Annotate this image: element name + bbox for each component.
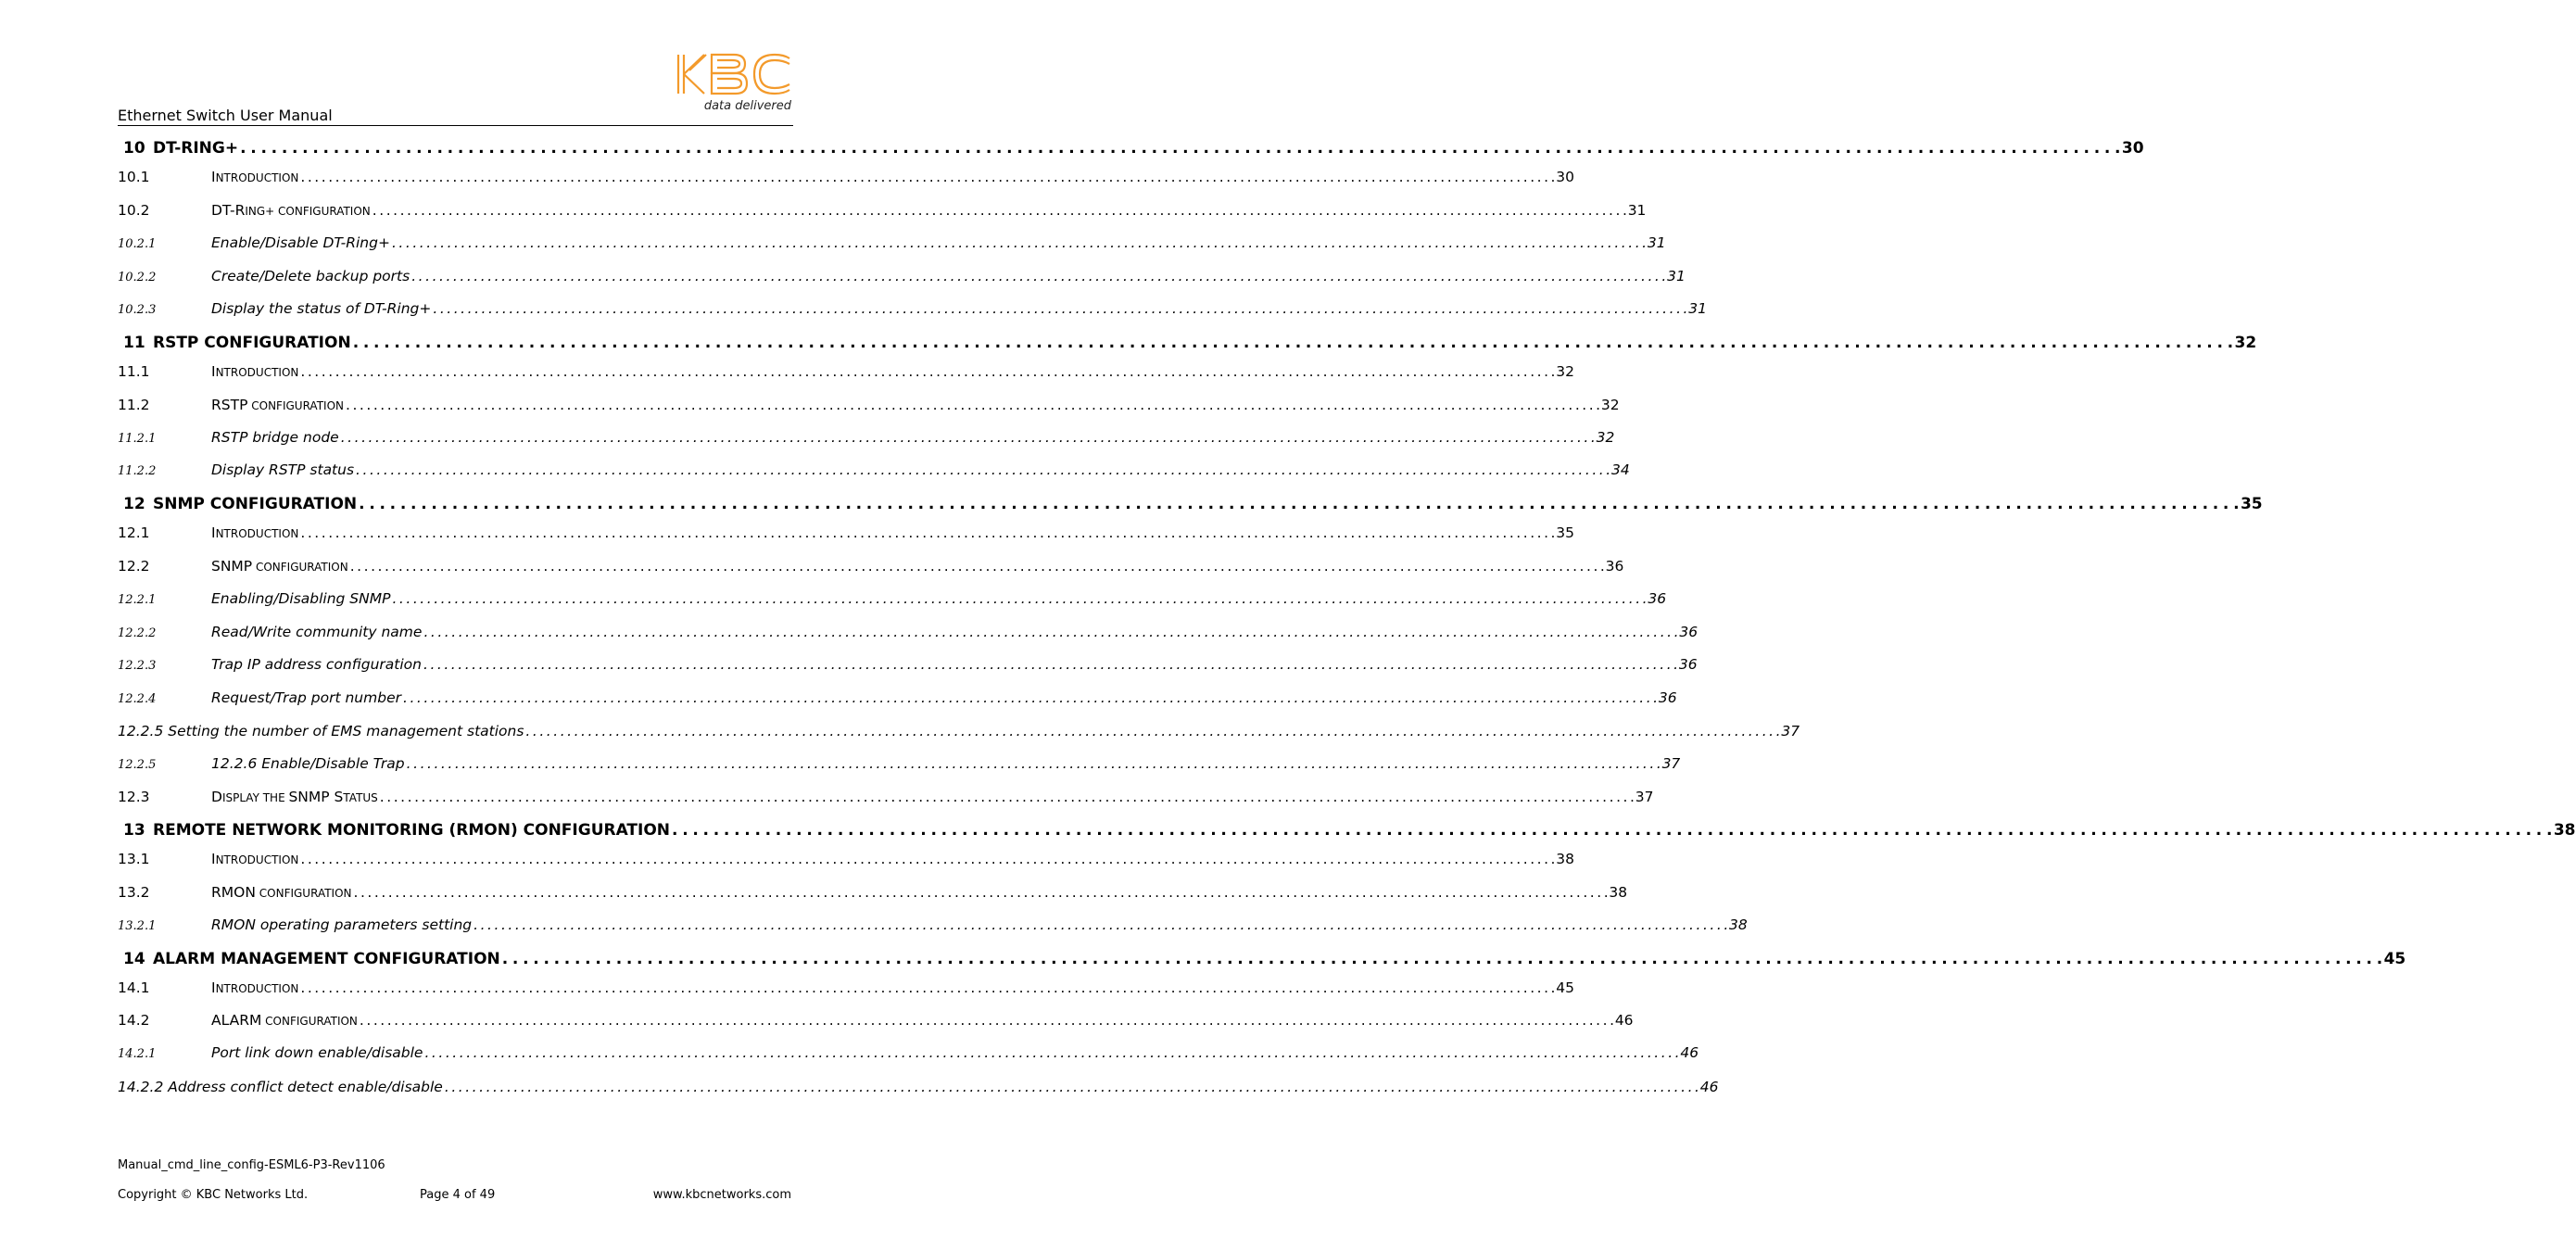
toc-title-smallcaps: NTRODUCTION	[215, 527, 299, 540]
toc-entry[interactable]	[118, 234, 1666, 257]
dot-leader	[300, 979, 1554, 996]
toc-entry[interactable]	[118, 363, 1575, 385]
toc-title-caps: SNMP	[211, 558, 253, 575]
toc-title-smallcaps: CONFIGURATION	[252, 561, 348, 574]
toc-entry-number: 14.1	[118, 979, 150, 996]
toc-entry-title	[211, 884, 352, 901]
toc-title-smallcaps: NTRODUCTION	[215, 853, 299, 866]
toc-entry-number: 11.2.1	[118, 432, 157, 446]
toc-entry-page: 46	[1614, 1012, 1634, 1029]
toc-entry-page: 36	[1648, 590, 1667, 607]
toc-entry-number: 13.2.1	[118, 919, 157, 933]
toc-entry-number: 13	[123, 821, 145, 840]
toc-entry[interactable]	[118, 169, 1575, 191]
toc-entry-title	[211, 851, 298, 867]
toc-entry-number: 10.1	[118, 169, 150, 185]
dot-leader	[341, 429, 1595, 446]
toc-entry[interactable]	[118, 300, 1707, 322]
dot-leader	[353, 334, 2233, 352]
toc-entry-number: 12	[123, 495, 145, 513]
toc-title-smallcaps: CONFIGURATION	[247, 399, 344, 412]
dot-leader	[359, 495, 2239, 513]
dot-leader	[423, 656, 1677, 673]
toc-entry-title: Display the status of DT-Ring+	[211, 300, 432, 317]
toc-entry[interactable]	[118, 723, 1800, 745]
dot-leader	[525, 723, 1779, 739]
toc-entry-page: 37	[1661, 755, 1681, 772]
toc-entry-page: 38	[1729, 916, 1748, 933]
footer-page-number: Page 4 of 49	[420, 1188, 496, 1202]
toc-title-caps: D	[211, 789, 222, 805]
toc-entry-page: 34	[1610, 461, 1630, 478]
toc-entry[interactable]	[118, 789, 1654, 811]
dot-leader	[300, 524, 1554, 541]
toc-entry-page: 32	[2234, 334, 2257, 352]
dot-leader	[672, 821, 2552, 840]
toc-title-caps: I	[211, 169, 216, 185]
toc-entry-page: 35	[1556, 524, 1575, 541]
dot-leader	[300, 363, 1554, 380]
toc-title-caps: ALARM	[211, 1012, 262, 1029]
toc-entry-title: Trap IP address configuration	[211, 656, 422, 673]
toc-entry-title	[211, 363, 298, 380]
toc-title-caps: DT-R	[211, 202, 246, 219]
toc-entry[interactable]	[118, 1012, 1634, 1034]
toc-title-caps: I	[211, 979, 216, 996]
toc-entry-page: 36	[1678, 656, 1698, 673]
toc-title-smallcaps: NTRODUCTION	[215, 982, 299, 995]
toc-entry-title	[211, 169, 298, 185]
toc-title-caps: SNMP S	[288, 789, 344, 805]
toc-entry-number: 12.2.5	[118, 758, 157, 772]
dot-leader	[240, 139, 2120, 158]
toc-title-smallcaps: CONFIGURATION	[261, 1015, 358, 1028]
toc-entry-title: 12.2.5 Setting the number of EMS management stations	[118, 723, 524, 739]
dot-leader	[411, 268, 1665, 284]
toc-entry-title: Read/Write community name	[211, 624, 423, 640]
toc-title-caps: RSTP	[211, 397, 248, 413]
toc-title-caps: RMON	[211, 884, 256, 901]
toc-entry-title	[211, 1012, 358, 1029]
toc-title-smallcaps: CONFIGURATION	[255, 887, 352, 900]
toc-entry-number: 11.1	[118, 363, 150, 380]
toc-entry-number: 13.1	[118, 851, 150, 867]
toc-entry-number: 10.2.1	[118, 237, 157, 251]
toc-entry-page: 32	[1596, 429, 1615, 446]
toc-entry-page: 36	[1679, 624, 1698, 640]
toc-entry-page: 31	[1647, 234, 1666, 251]
toc-entry-title: REMOTE NETWORK MONITORING (RMON) CONFIGURATION	[153, 821, 671, 840]
toc-entry-page: 30	[2121, 139, 2144, 158]
toc-entry[interactable]	[118, 821, 2576, 843]
toc-entry-title: Port link down enable/disable	[211, 1044, 423, 1061]
toc-entry[interactable]	[118, 884, 1628, 906]
toc-entry-title: 14.2.2 Address conflict detect enable/disable	[118, 1079, 443, 1095]
toc-title-smallcaps: TATUS	[343, 791, 378, 804]
toc-entry[interactable]	[118, 851, 1575, 873]
toc-entry[interactable]	[118, 656, 1698, 678]
toc-entry-number: 14	[123, 950, 145, 968]
toc-entry-number: 10.2	[118, 202, 150, 219]
dot-leader	[423, 624, 1677, 640]
toc-entry[interactable]	[118, 495, 2263, 517]
toc-entry-page: 45	[1556, 979, 1575, 996]
toc-entry-title	[211, 789, 378, 805]
toc-entry-page: 45	[2383, 950, 2406, 968]
toc-title-smallcaps: NTRODUCTION	[215, 171, 299, 184]
toc-entry-page: 31	[1667, 268, 1686, 284]
toc-entry-title: 12.2.6 Enable/Disable Trap	[211, 755, 405, 772]
toc-entry[interactable]	[118, 202, 1647, 224]
dot-leader	[392, 234, 1646, 251]
toc-entry-number: 13.2	[118, 884, 150, 901]
toc-entry-number: 10	[123, 139, 145, 158]
dot-leader	[407, 755, 1661, 772]
toc-entry-title: Display RSTP status	[211, 461, 355, 478]
toc-entry-title: Enabling/Disabling SNMP	[211, 590, 391, 607]
dot-leader	[356, 461, 1610, 478]
toc-entry-title: ALARM MANAGEMENT CONFIGURATION	[153, 950, 500, 968]
dot-leader	[360, 1012, 1613, 1029]
kbc-logo-mark	[675, 52, 793, 96]
toc-entry[interactable]	[118, 139, 2144, 161]
dot-leader	[300, 169, 1554, 185]
toc-entry-number: 12.3	[118, 789, 150, 805]
dot-leader	[346, 397, 1599, 413]
toc-entry-page: 46	[1680, 1044, 1699, 1061]
toc-entry-title: SNMP CONFIGURATION	[153, 495, 358, 513]
toc-entry-title: RMON operating parameters setting	[211, 916, 473, 933]
footer-website-link[interactable]: www.kbcnetworks.com	[652, 1188, 791, 1202]
dot-leader	[350, 558, 1604, 575]
toc-title-caps: I	[211, 851, 216, 867]
dot-leader	[433, 300, 1686, 317]
header-divider	[118, 125, 793, 126]
toc-entry-number: 11.2.2	[118, 464, 157, 478]
toc-entry[interactable]	[118, 755, 1681, 777]
toc-entry-title: Enable/Disable DT-Ring+	[211, 234, 390, 251]
toc-entry-page: 35	[2240, 495, 2263, 513]
toc-title-smallcaps: ING+ CONFIGURATION	[245, 205, 371, 218]
toc-entry-number: 11.2	[118, 397, 150, 413]
toc-entry-page: 30	[1556, 169, 1575, 185]
toc-entry[interactable]	[118, 461, 1630, 484]
toc-entry-title	[211, 524, 298, 541]
toc-entry[interactable]	[118, 334, 2257, 356]
toc-title-caps: I	[211, 524, 216, 541]
footer-document-id: Manual_cmd_line_config-ESML6-P3-Rev1106	[118, 1158, 385, 1172]
toc-entry[interactable]	[118, 268, 1686, 290]
toc-entry-number: 10.2.3	[118, 303, 157, 317]
toc-entry-page: 37	[1635, 789, 1654, 805]
toc-entry[interactable]	[118, 429, 1615, 451]
toc-entry-page: 46	[1699, 1079, 1719, 1095]
dot-leader	[300, 851, 1554, 867]
toc-entry-number: 14.2	[118, 1012, 150, 1029]
dot-leader	[380, 789, 1634, 805]
toc-entry-title	[211, 558, 348, 575]
toc-entry-page: 36	[1605, 558, 1624, 575]
toc-entry[interactable]	[118, 689, 1677, 712]
dot-leader	[474, 916, 1727, 933]
toc-entry-page: 38	[1609, 884, 1628, 901]
toc-entry-number: 12.2.4	[118, 692, 157, 706]
toc-entry[interactable]	[118, 397, 1620, 419]
toc-entry[interactable]	[118, 590, 1667, 613]
document-header-title: Ethernet Switch User Manual	[118, 107, 333, 124]
toc-entry-title: RSTP CONFIGURATION	[153, 334, 351, 352]
toc-entry[interactable]	[118, 624, 1698, 646]
kbc-logo	[675, 52, 793, 115]
toc-entry-title	[211, 202, 371, 219]
toc-entry-page: 38	[1556, 851, 1575, 867]
toc-entry-title	[211, 397, 344, 413]
footer-copyright: Copyright © KBC Networks Ltd.	[118, 1188, 309, 1202]
toc-entry-title: RSTP bridge node	[211, 429, 339, 446]
toc-entry-number: 12.2.3	[118, 659, 157, 673]
toc-entry-number: 10.2.2	[118, 271, 157, 284]
toc-entry-number: 12.2.2	[118, 626, 157, 640]
toc-entry-page: 38	[2553, 821, 2576, 840]
toc-entry-page: 32	[1556, 363, 1575, 380]
toc-entry-number: 12.2	[118, 558, 150, 575]
toc-entry-title: DT-RING+	[153, 139, 239, 158]
toc-entry[interactable]	[118, 524, 1575, 547]
toc-entry[interactable]	[118, 950, 2406, 972]
dot-leader	[392, 590, 1646, 607]
toc-entry-page: 37	[1781, 723, 1800, 739]
toc-entry-number: 14.2.1	[118, 1047, 157, 1061]
toc-entry-number: 12.2.1	[118, 593, 157, 607]
dot-leader	[445, 1079, 1698, 1095]
toc-entry[interactable]	[118, 1044, 1699, 1067]
dot-leader	[403, 689, 1657, 706]
dot-leader	[373, 202, 1626, 219]
toc-entry-page: 36	[1658, 689, 1677, 706]
toc-entry-page: 32	[1600, 397, 1620, 413]
toc-entry-page: 31	[1688, 300, 1707, 317]
toc-entry[interactable]	[118, 979, 1575, 1002]
toc-entry-number: 12.1	[118, 524, 150, 541]
toc-title-smallcaps: ISPLAY THE	[221, 791, 289, 804]
toc-entry[interactable]	[118, 1079, 1719, 1101]
dot-leader	[502, 950, 2382, 968]
dot-leader	[354, 884, 1608, 901]
toc-entry-number: 11	[123, 334, 145, 352]
toc-entry-title: Create/Delete backup ports	[211, 268, 410, 284]
toc-title-smallcaps: NTRODUCTION	[215, 366, 299, 379]
toc-entry-title: Request/Trap port number	[211, 689, 401, 706]
dot-leader	[424, 1044, 1678, 1061]
toc-entry[interactable]	[118, 558, 1624, 580]
toc-entry-title	[211, 979, 298, 996]
toc-title-caps: I	[211, 363, 216, 380]
logo-tagline: data delivered	[703, 99, 791, 113]
toc-entry-page: 31	[1627, 202, 1647, 219]
toc-entry[interactable]	[118, 916, 1748, 939]
